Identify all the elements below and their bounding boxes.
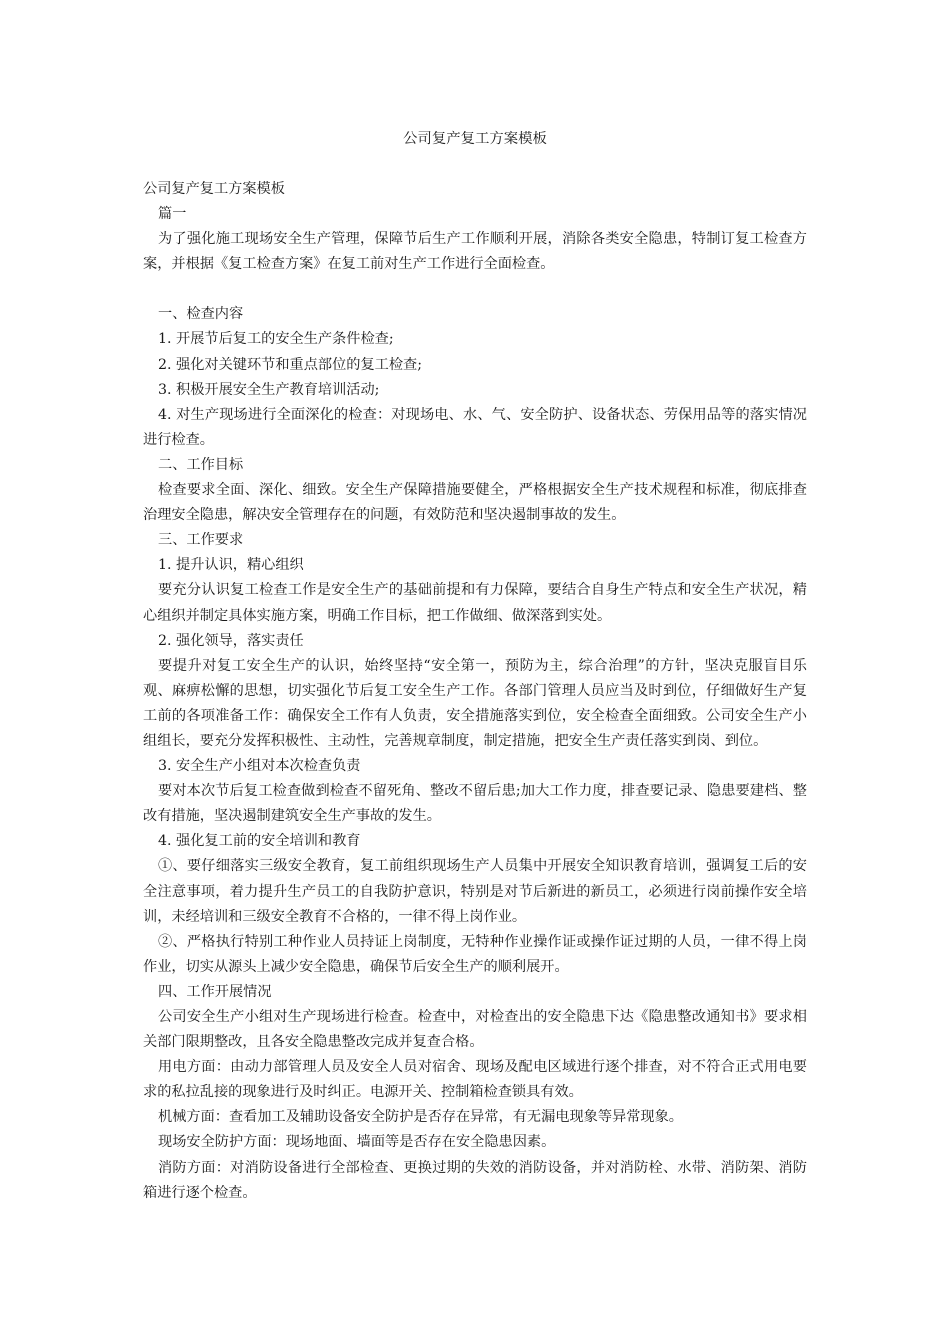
heading-inspection-content: 一、检查内容	[158, 306, 244, 323]
document-title: 公司复产复工方案模板	[403, 131, 547, 147]
paragraph: 要提升对复工安全生产的认识，始终坚持“安全第一，预防为主，综合治理”的方针，坚决克服盲目乐观、麻痹松懈的思想，切实强化节后复工安全生产工作。各部门管理人员应当及时到位，仔细做好生产复工前的各项准备工作：确保安全工作有人负责，安全措施落实到位，安全检查全面细致。公司安全生产小组组长，要充分发挥积极性、主动性，完善规章制度，制定措施，把安全生产责任落实到岗、到位。	[143, 657, 807, 749]
list-item: 3. 积极开展安全生产教育培训活动;	[158, 381, 380, 398]
spacer	[143, 277, 807, 302]
subtitle: 公司复产复工方案模板	[143, 181, 285, 197]
paragraph: 现场安全防护方面：现场地面、墙面等是否存在安全隐患因素。	[158, 1134, 556, 1151]
paragraph: 要对本次节后复工检查做到检查不留死角、整改不留后患;加大工作力度，排查要记录、隐患要建档、整改有措施，坚决遏制建筑安全生产事故的发生。	[143, 783, 807, 825]
intro-paragraph: 为了强化施工现场安全生产管理，保障节后生产工作顺利开展，消除各类安全隐患，特制订复工检查方案，并根据《复工检查方案》在复工前对生产工作进行全面检查。	[143, 231, 807, 273]
paragraph: 公司安全生产小组对生产现场进行检查。检查中，对检查出的安全隐患下达《隐患整改通知书》要求相关部门限期整改，且各安全隐患整改完成并复查合格。	[143, 1009, 807, 1051]
paragraph: 机械方面：查看加工及辅助设备安全防护是否存在异常，有无漏电现象等异常现象。	[158, 1109, 683, 1126]
paragraph: ①、要仔细落实三级安全教育，复工前组织现场生产人员集中开展安全知识教育培训，强调复工后的安全注意事项，着力提升生产员工的自我防护意识，特别是对节后新进的新员工，必须进行岗前操作安全培训，未经培训和三级安全教育不合格的，一律不得上岗作业。	[143, 858, 807, 925]
subheading: 4. 强化复工前的安全培训和教育	[158, 833, 361, 850]
section-label: 篇一	[158, 206, 187, 223]
list-item: 4. 对生产现场进行全面深化的检查：对现场电、水、气、安全防护、设备状态、劳保用品等的落实情况进行检查。	[143, 406, 807, 448]
paragraph: 用电方面：由动力部管理人员及安全人员对宿舍、现场及配电区域进行逐个排查，对不符合正式用电要求的私拉乱接的现象进行及时纠正。电源开关、控制箱检查锁具有效。	[143, 1059, 807, 1101]
paragraph: ②、严格执行特别工种作业人员持证上岗制度，无特种作业操作证或操作证过期的人员，一律不得上岗作业，切实从源头上减少安全隐患，确保节后安全生产的顺利展开。	[143, 933, 807, 975]
paragraph: 消防方面：对消防设备进行全部检查、更换过期的失效的消防设备，并对消防栓、水带、消防架、消防箱进行逐个检查。	[143, 1159, 807, 1201]
list-item: 1. 开展节后复工的安全生产条件检查;	[158, 331, 394, 348]
paragraph: 检查要求全面、深化、细致。安全生产保障措施要健全，严格根据安全生产技术规程和标准，彻底排查治理安全隐患，解决安全管理存在的问题，有效防范和坚决遏制事故的发生。	[143, 482, 807, 524]
document-body	[143, 177, 807, 1206]
heading-work-progress: 四、工作开展情况	[158, 983, 272, 1000]
paragraph: 要充分认识复工检查工作是安全生产的基础前提和有力保障，要结合自身生产特点和安全生产状况，精心组织并制定具体实施方案，明确工作目标，把工作做细、做深落到实处。	[143, 582, 807, 624]
list-item: 2. 强化对关键环节和重点部位的复工检查;	[158, 356, 423, 373]
heading-work-requirements: 三、工作要求	[158, 532, 244, 549]
subheading: 3. 安全生产小组对本次检查负责	[158, 758, 361, 775]
subheading: 2. 强化领导，落实责任	[158, 632, 304, 649]
subheading: 1. 提升认识，精心组织	[158, 557, 304, 574]
heading-work-goals: 二、工作目标	[158, 456, 244, 473]
